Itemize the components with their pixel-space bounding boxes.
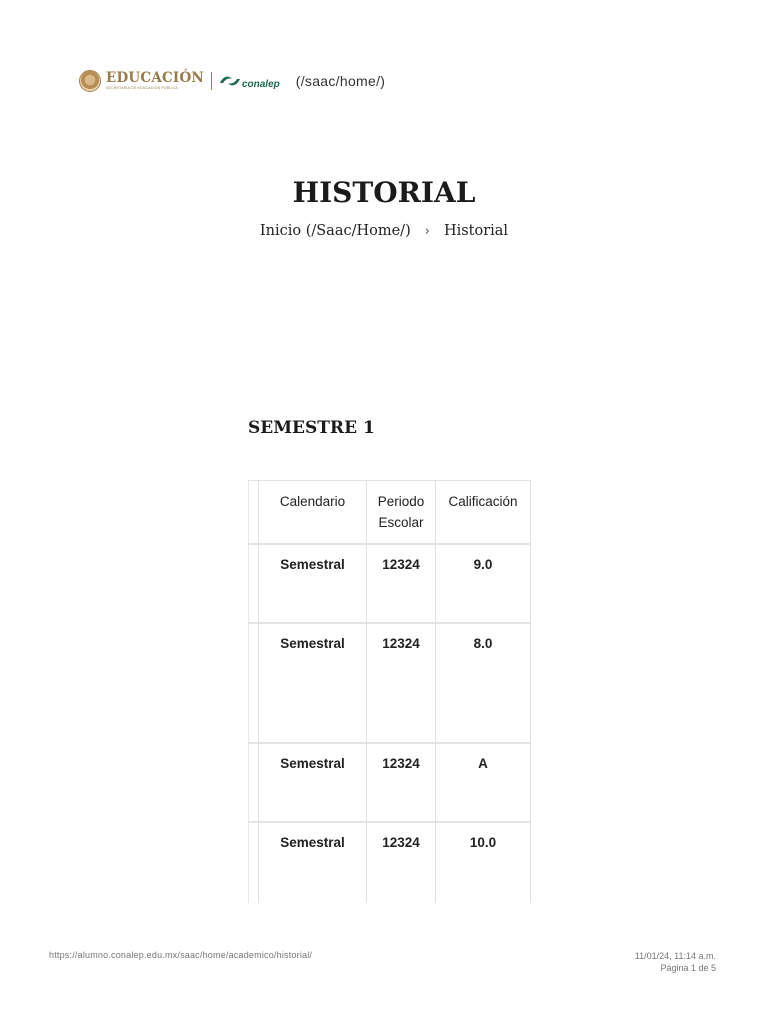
site-header xyxy=(79,66,385,96)
cell-calendario: Semestral xyxy=(259,822,367,903)
conalep-mark-icon xyxy=(219,74,241,88)
logo-divider xyxy=(211,72,212,90)
educacion-logo-subtext: SECRETARÍA DE EDUCACIÓN PÚBLICA xyxy=(106,86,178,90)
table-lead-cell xyxy=(249,481,259,545)
table-row xyxy=(249,743,531,822)
cell-calendario: Semestral xyxy=(259,623,367,743)
print-footer-timestamp: 11/01/24, 11:14 a.m. xyxy=(634,951,716,961)
educacion-logo-text: EDUCACIÓN xyxy=(106,69,204,86)
cell-calificacion: 8.0 xyxy=(436,623,531,743)
cell-calificacion: 10.0 xyxy=(436,822,531,903)
breadcrumb-chevron-icon: › xyxy=(424,223,430,239)
cell-periodo: 12324 xyxy=(367,544,436,623)
table-row xyxy=(249,544,531,623)
cell-calendario: Semestral xyxy=(259,544,367,623)
cell-periodo: 12324 xyxy=(367,822,436,903)
semester-title: SEMESTRE 1 xyxy=(248,418,375,438)
table-header-row xyxy=(249,481,531,545)
table-lead-cell xyxy=(249,623,259,743)
table-row xyxy=(249,623,531,743)
home-link[interactable]: (/saac/home/) xyxy=(295,73,386,89)
cell-calificacion: A xyxy=(436,743,531,822)
table-row xyxy=(249,822,531,903)
grades-table xyxy=(248,480,531,903)
column-header-calendario: Calendario xyxy=(259,481,367,545)
table-lead-cell xyxy=(249,743,259,822)
breadcrumb-current: Historial xyxy=(443,223,509,239)
page-title: HISTORIAL xyxy=(292,176,476,209)
cell-periodo: 12324 xyxy=(367,623,436,743)
table-lead-cell xyxy=(249,822,259,903)
column-header-periodo: Periodo Escolar xyxy=(367,481,436,545)
print-footer-url: https://alumno.conalep.edu.mx/saac/home/academico/historial/ xyxy=(49,950,313,960)
educacion-logo[interactable] xyxy=(106,69,204,91)
print-footer-meta xyxy=(635,950,716,974)
table-lead-cell xyxy=(249,544,259,623)
column-header-calificacion: Calificación xyxy=(436,481,531,545)
breadcrumb xyxy=(0,223,768,239)
cell-calendario: Semestral xyxy=(259,743,367,822)
government-seal-icon xyxy=(79,70,101,92)
cell-periodo: 12324 xyxy=(367,743,436,822)
breadcrumb-home-link[interactable]: Inicio (/Saac/Home/) xyxy=(259,223,411,239)
conalep-logo-text: conalep xyxy=(241,78,280,90)
cell-calificacion: 9.0 xyxy=(436,544,531,623)
print-footer-page-number: Página 1 de 5 xyxy=(660,963,716,973)
